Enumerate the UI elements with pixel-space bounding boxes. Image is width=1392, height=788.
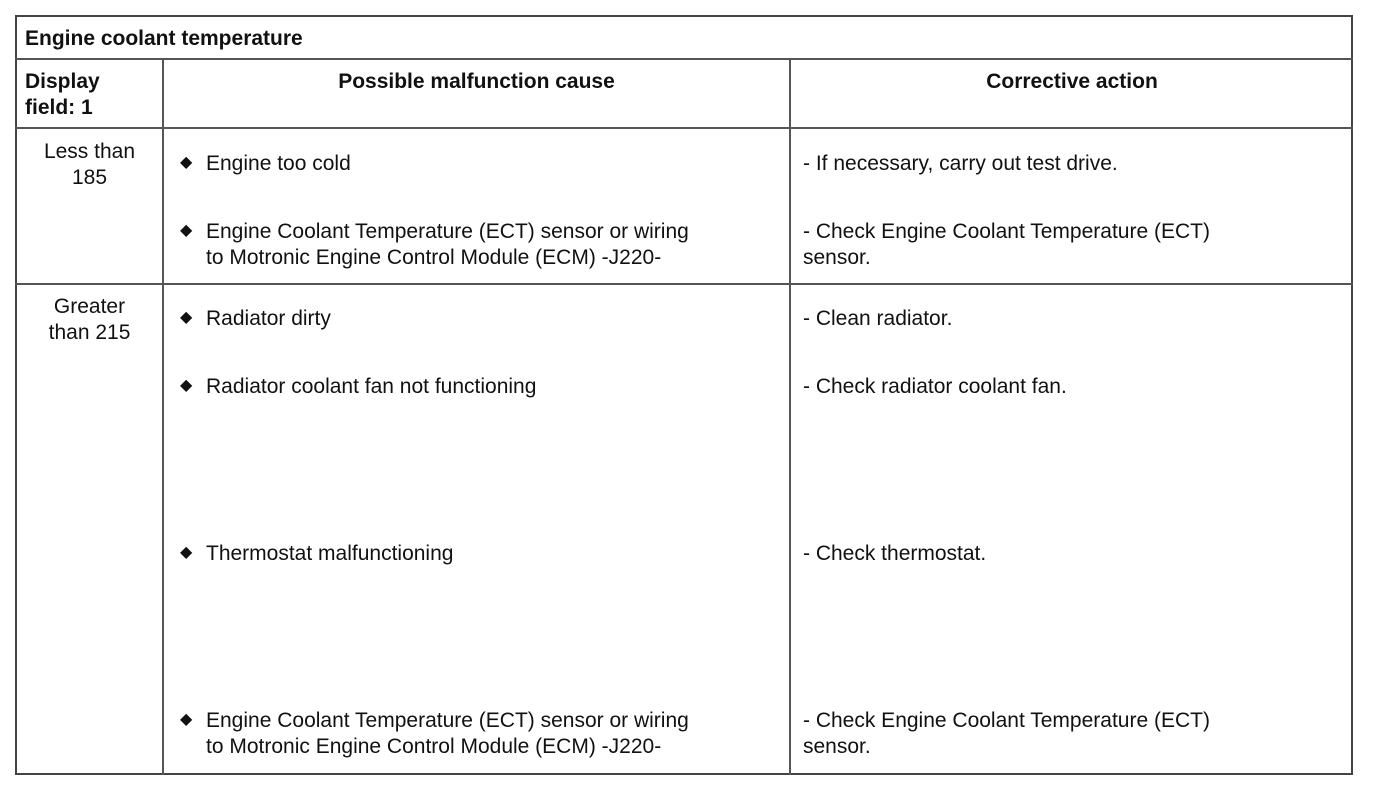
header-display-field-line-2: field: 1 [25, 96, 93, 119]
title-divider [15, 58, 1353, 60]
action-text: - If necessary, carry out test drive. [803, 152, 1118, 175]
cause-text-line-1: Engine Coolant Temperature (ECT) sensor or wiring [206, 709, 689, 732]
cause-text: Radiator coolant fan not functioning [206, 375, 537, 398]
action-text-line-1: - Check Engine Coolant Temperature (ECT) [803, 220, 1210, 243]
cause-text: Radiator dirty [206, 307, 331, 330]
column-divider-1 [162, 58, 164, 775]
bullet-icon: ◆ [180, 711, 193, 728]
column-divider-2 [789, 58, 791, 775]
action-text: - Check thermostat. [803, 542, 987, 565]
group-divider [15, 283, 1353, 285]
display-value-line-2: 185 [71, 166, 108, 189]
header-divider [15, 127, 1353, 129]
cause-text-line-2: to Motronic Engine Control Module (ECM) -J220- [206, 735, 662, 758]
cause-text-line-1: Engine Coolant Temperature (ECT) sensor or wiring [206, 220, 689, 243]
action-text-line-2: sensor. [803, 246, 871, 269]
action-text: - Check radiator coolant fan. [803, 375, 1067, 398]
display-value-line-1: Less than [43, 140, 136, 163]
bullet-icon: ◆ [180, 309, 193, 326]
cause-text: Engine too cold [206, 152, 351, 175]
cause-text: Thermostat malfunctioning [206, 542, 454, 565]
header-possible-cause: Possible malfunction cause [338, 70, 615, 93]
action-text-line-2: sensor. [803, 735, 871, 758]
cause-text-line-2: to Motronic Engine Control Module (ECM) -J220- [206, 246, 662, 269]
bullet-icon: ◆ [180, 222, 193, 239]
header-corrective-action: Corrective action [986, 70, 1158, 93]
display-value-line-2: than 215 [48, 321, 131, 344]
bullet-icon: ◆ [180, 377, 193, 394]
display-value-line-1: Greater [53, 295, 126, 318]
bullet-icon: ◆ [180, 544, 193, 561]
table-title: Engine coolant temperature [25, 27, 303, 50]
action-text-line-1: - Check Engine Coolant Temperature (ECT) [803, 709, 1210, 732]
header-display-field-line-1: Display [25, 70, 100, 93]
bullet-icon: ◆ [180, 154, 193, 171]
action-text: - Clean radiator. [803, 307, 953, 330]
